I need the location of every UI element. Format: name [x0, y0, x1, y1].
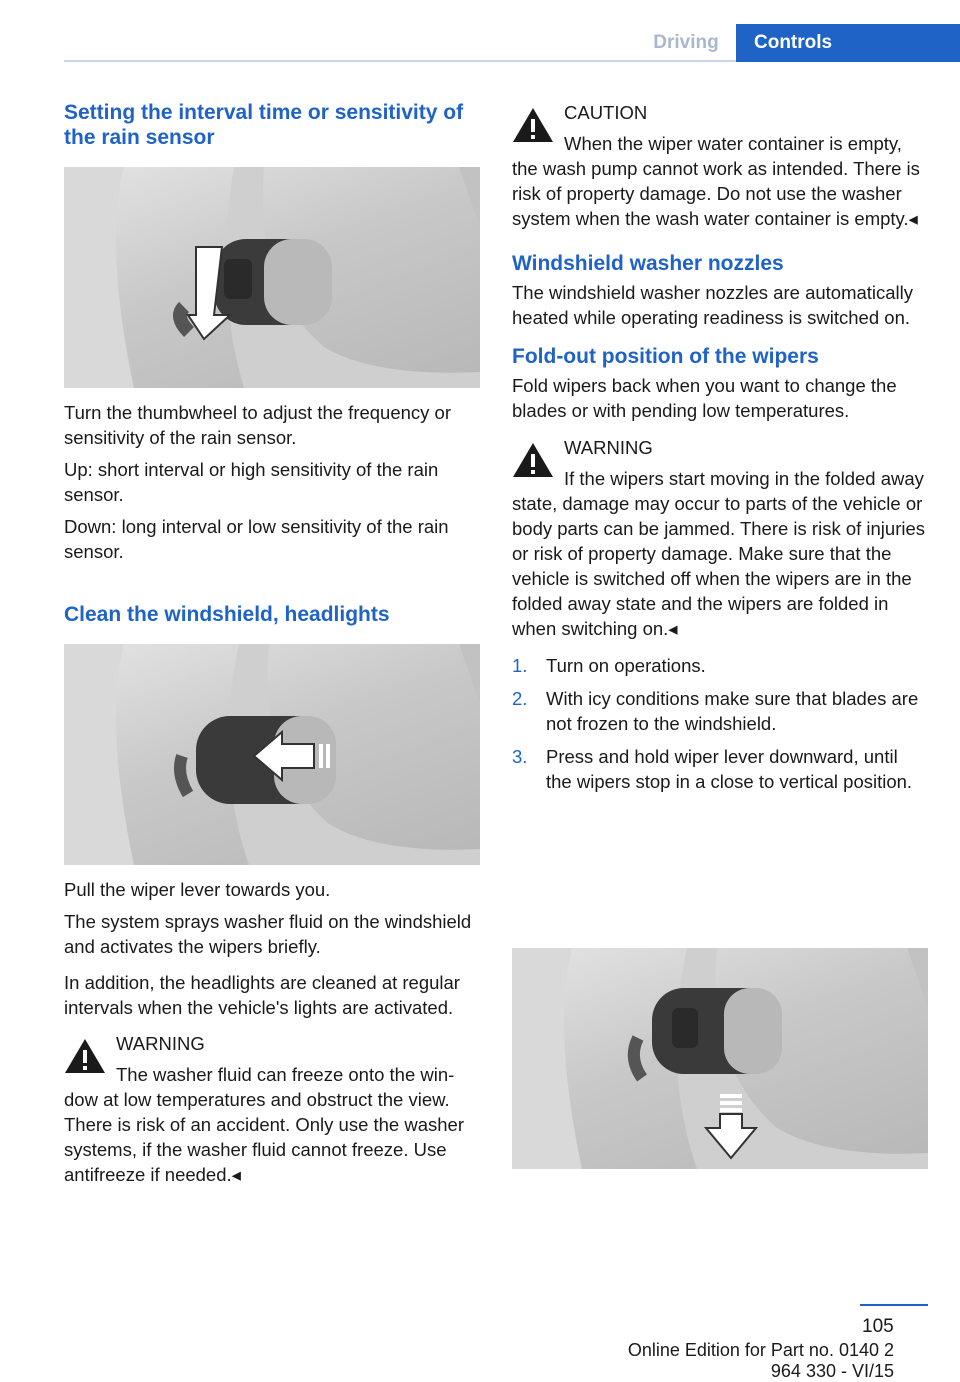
right-column	[512, 100, 928, 794]
warning-triangle-icon	[512, 106, 554, 144]
heading-washer-nozzles: Windshield washer nozzles	[512, 252, 784, 275]
caution-text: When the wiper water container is empty, the wash pump cannot work as intended. There is risk of property damage. Do not use the washer system when the wash water container is empty.◂	[512, 133, 920, 229]
header-divider	[64, 60, 736, 62]
text-sprays: The system sprays washer fluid on the windshield and activates the wipers briefly.	[64, 911, 472, 957]
text-down: Down: long interval or low sensitivity of the rain sensor.	[64, 516, 449, 562]
edition-note: Online Edition for Part no. 0140 2 964 330 - VI/15	[627, 1340, 894, 1381]
warning-title: WARNING	[564, 437, 653, 458]
caution-title: CAUTION	[564, 102, 648, 123]
breadcrumb-controls: Controls	[736, 24, 960, 62]
step-number: 1.	[512, 655, 528, 676]
pull-lever-illustration	[64, 644, 480, 865]
steps-list	[512, 653, 928, 794]
page-number: 105	[862, 1316, 894, 1337]
warning-wipers-moving	[512, 435, 928, 641]
list-item	[512, 653, 928, 678]
footer-divider	[860, 1304, 928, 1306]
warning-triangle-icon	[512, 441, 554, 479]
heading-clean-windshield: Clean the windshield, headlights	[64, 603, 390, 626]
warning-triangle-icon	[64, 1037, 106, 1075]
warning-washer-freeze	[64, 1031, 480, 1187]
list-item	[512, 686, 928, 736]
step-text: With icy conditions make sure that blades are not frozen to the windshield.	[546, 688, 919, 734]
figure-pull-lever	[64, 644, 480, 865]
text-thumbwheel: Turn the thumbwheel to adjust the frequency or sensitivity of the rain sensor.	[64, 402, 452, 448]
text-up: Up: short interval or high sensitivity of the rain sensor.	[64, 459, 439, 505]
figure-press-lever-frame	[512, 948, 928, 1169]
warning-title: WARNING	[116, 1033, 205, 1054]
caution-wash-container	[512, 100, 928, 231]
heading-fold-out: Fold-out position of the wipers	[512, 345, 819, 368]
press-lever-illustration	[512, 948, 928, 1169]
left-column	[64, 100, 480, 1187]
figure-press-lever	[512, 948, 928, 1169]
list-item	[512, 744, 928, 794]
figure-thumbwheel	[64, 167, 480, 388]
text-pull-lever: Pull the wiper lever towards you.	[64, 879, 331, 900]
thumbwheel-illustration	[64, 167, 480, 388]
heading-rain-sensor: Setting the interval time or sensitivity of the rain sensor	[64, 101, 464, 149]
step-number: 2.	[512, 688, 528, 709]
step-text: Turn on operations.	[546, 655, 706, 676]
warning-text: If the wipers start moving in the folded away state, damage may occur to parts of the vehicle or body parts can be jammed. There is risk of injuries or risk of property damage. Make sure that the vehicle is switched off when the wipers are in the folded away state and the wipers are folded in when switching on.◂	[512, 468, 926, 639]
step-text: Press and hold wiper lever downward, until the wipers stop in a close to vertical position.	[546, 746, 913, 792]
step-number: 3.	[512, 746, 528, 767]
text-headlights: In addition, the headlights are cleaned at regular intervals when the vehicle's lights are activated.	[64, 972, 460, 1018]
text-nozzles: The windshield washer nozzles are automatically heated while operating readiness is switched on.	[512, 282, 914, 328]
text-fold-out: Fold wipers back when you want to change the blades or with pending low temperatures.	[512, 375, 897, 421]
breadcrumb-driving: Driving	[653, 32, 719, 53]
warning-text: The washer fluid can freeze onto the window at low temperatures and obstruct the view. There is risk of an accident. Only use the washer systems, if the washer fluid cannot freeze. Use antifreeze if needed.◂	[64, 1064, 464, 1185]
